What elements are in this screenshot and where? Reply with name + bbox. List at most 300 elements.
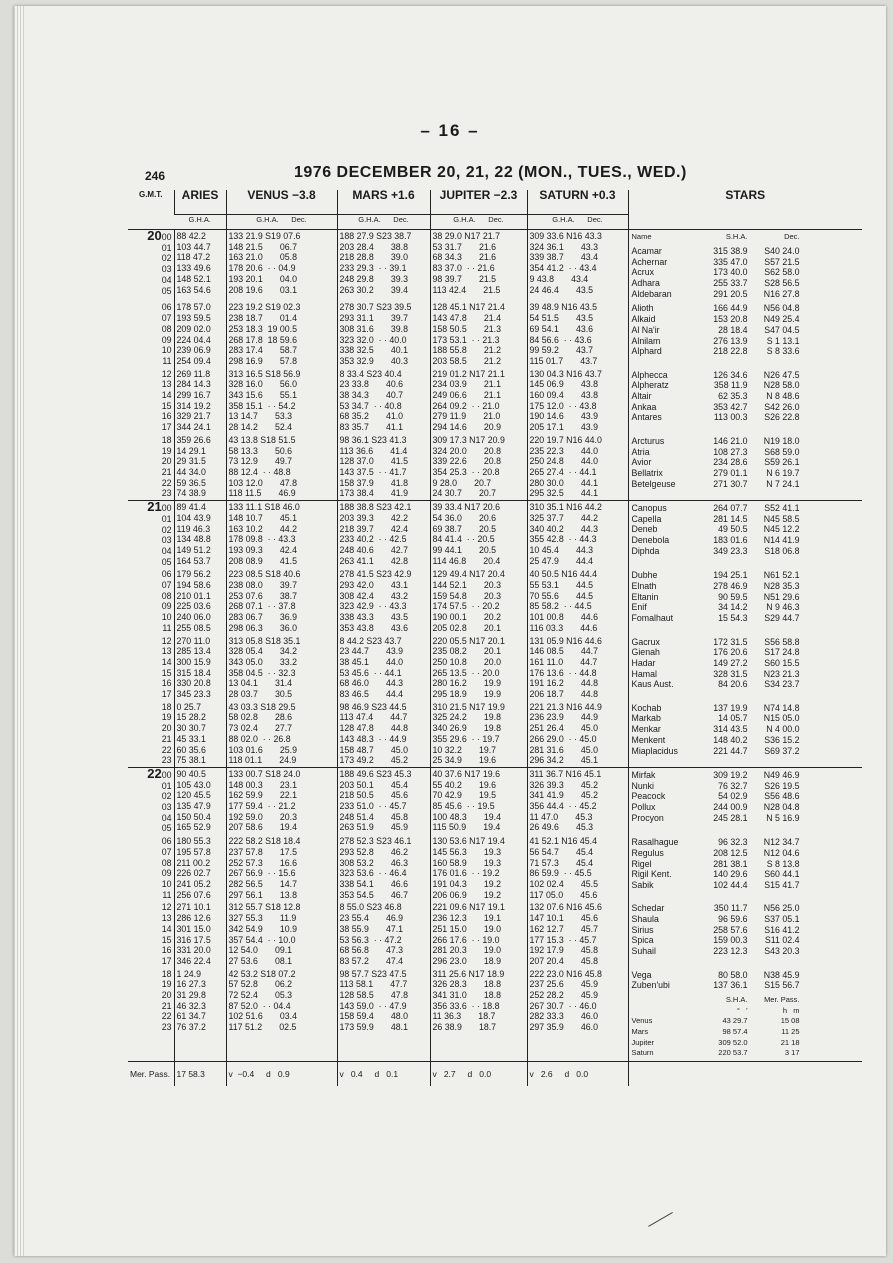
saturn-value: 235 22.3 44.0 xyxy=(529,445,598,456)
star-dec: S 1 13.1 xyxy=(766,335,800,346)
hour: 13 xyxy=(161,379,172,390)
star-row xyxy=(629,781,863,792)
venus-cell xyxy=(226,767,337,835)
jupiter-value: 203 58.5 21.2 xyxy=(432,355,501,366)
star-sha: 90 59.5 xyxy=(718,591,748,602)
star-name: Alphecca xyxy=(631,369,668,380)
star-sha: 172 31.5 xyxy=(713,636,748,647)
star-sha: 208 12.5 xyxy=(713,847,748,858)
saturn-value: 222 23.0 N16 45.8 xyxy=(529,968,602,979)
stars-cell xyxy=(628,767,862,835)
mars-value: 128 58.5 47.8 xyxy=(339,990,408,1001)
star-row xyxy=(629,325,863,336)
star-sha: 353 42.7 xyxy=(713,401,748,412)
venus-value: 42 53.2 S18 07.2 xyxy=(228,968,296,979)
jupiter-value: 249 06.6 21.1 xyxy=(432,390,501,401)
saturn-value: 146 08.5 44.7 xyxy=(529,646,598,657)
star-sha: 80 58.0 xyxy=(718,969,748,980)
saturn-cell xyxy=(527,901,628,967)
star-sha: 34 14.2 xyxy=(718,602,748,613)
jupiter-value: 265 13.5 · · 20.0 xyxy=(432,667,500,678)
star-name: Capella xyxy=(631,513,662,524)
saturn-value: 162 12.7 45.7 xyxy=(529,923,598,934)
aries-value: 315 18.4 xyxy=(176,667,211,678)
star-name: Suhail xyxy=(631,946,656,957)
star-dec: S57 21.5 xyxy=(764,256,800,267)
venus-value: 28 03.7 30.5 xyxy=(228,689,293,700)
star-dec: N61 52.1 xyxy=(763,570,800,581)
mars-value: 263 41.1 42.8 xyxy=(339,555,408,566)
star-dec: S15 56.7 xyxy=(764,980,800,991)
mars-value: 323 32.0 · · 40.0 xyxy=(339,334,407,345)
hour: 20 xyxy=(161,990,172,1001)
star-group xyxy=(629,768,863,825)
star-row xyxy=(629,859,863,870)
aries-value: 45 33.1 xyxy=(176,733,206,744)
saturn-value: 252 28.2 45.9 xyxy=(529,990,598,1001)
jupiter-value: 236 12.3 19.1 xyxy=(432,913,501,924)
stars-cell xyxy=(628,301,862,367)
table-row xyxy=(128,301,862,367)
star-sha: 62 35.3 xyxy=(718,391,748,402)
star-row xyxy=(629,289,863,300)
venus-value: 58 02.8 28.6 xyxy=(228,712,293,723)
jupiter-value: 158 50.5 21.3 xyxy=(432,323,501,334)
planet-passage-cell xyxy=(628,1062,862,1087)
planet-passage-table: S.H.A. Mer. Pass. ° ′ h m Venus 43 29.7 15 08 Mars 98 57.4 11 25 Jupiter 309 52.0 21 18 Saturn 220 53.7 3 17 xyxy=(629,993,863,1061)
aries-value: 61 34.7 xyxy=(176,1011,206,1022)
venus-value: 163 21.0 05.8 xyxy=(228,252,297,263)
star-sha: 358 11.9 xyxy=(713,380,748,391)
star-dec: N 6 19.7 xyxy=(766,467,800,478)
gmt-hours xyxy=(128,368,174,434)
star-group xyxy=(629,434,863,491)
star-sha: 159 00.3 xyxy=(713,935,748,946)
star-row xyxy=(629,412,863,423)
star-sha: 14 05.7 xyxy=(718,713,748,724)
saturn-cell xyxy=(527,701,628,768)
venus-value: 57 52.8 06.2 xyxy=(228,979,293,990)
hour: 10 xyxy=(161,345,172,356)
venus-value: 252 57.3 16.6 xyxy=(228,857,297,868)
gmt-hours xyxy=(128,701,174,768)
hour: 23 xyxy=(161,1022,172,1033)
star-sha: 244 00.9 xyxy=(713,802,748,813)
hour: 12 xyxy=(161,902,172,913)
star-name: Canopus xyxy=(631,503,667,514)
venus-value: 73 02.4 27.7 xyxy=(228,723,293,734)
venus-value: 148 00.3 23.1 xyxy=(228,779,297,790)
star-dec: N45 12.2 xyxy=(763,524,800,535)
hour: 18 xyxy=(161,968,172,979)
jupiter-cell xyxy=(430,501,527,569)
star-dec: S37 05.1 xyxy=(764,914,800,925)
mars-value: 8 55.0 S23 46.8 xyxy=(339,902,402,913)
star-sha: 126 34.6 xyxy=(713,369,748,380)
saturn-value: 9 43.8 43.4 xyxy=(529,273,589,284)
star-row xyxy=(629,457,863,468)
venus-cell xyxy=(226,701,337,768)
saturn-value: 311 36.7 N16 45.1 xyxy=(529,768,602,779)
mars-value: 113 36.6 41.4 xyxy=(339,445,408,456)
star-dec: S18 06.8 xyxy=(764,545,800,556)
star-sha: 276 13.9 xyxy=(713,335,748,346)
venus-value: 298 16.9 57.8 xyxy=(228,355,297,366)
star-dec: S17 24.8 xyxy=(764,647,800,658)
star-name: Arcturus xyxy=(631,435,665,446)
venus-subheader: G.H.A. Dec. xyxy=(226,215,337,230)
aries-value: 179 56.2 xyxy=(176,569,211,580)
venus-cell xyxy=(226,368,337,434)
venus-value: 162 59.9 22.1 xyxy=(228,790,297,801)
table-row xyxy=(128,368,862,434)
mars-value: 353 43.8 43.6 xyxy=(339,622,408,633)
star-dec: N15 05.0 xyxy=(763,713,800,724)
mars-value: 8 33.4 S23 40.4 xyxy=(339,368,402,379)
star-row xyxy=(629,592,863,603)
star-name: Mirfak xyxy=(631,769,656,780)
star-name: Rasalhague xyxy=(631,837,679,848)
star-dec: S60 44.1 xyxy=(764,869,800,880)
star-sha: 96 32.3 xyxy=(718,837,748,848)
star-sha: 102 44.4 xyxy=(713,879,748,890)
page-title: 1976 DECEMBER 20, 21, 22 (MON., TUES., WED.) xyxy=(294,164,687,181)
saturn-value: 309 33.6 N16 43.3 xyxy=(529,231,602,241)
star-row xyxy=(629,980,863,991)
saturn-value: 280 30.0 44.1 xyxy=(529,477,598,488)
jupiter-value: 341 31.0 18.8 xyxy=(432,990,501,1001)
aries-cell xyxy=(174,968,226,1062)
aries-cell xyxy=(174,767,226,835)
venus-value: 327 55.3 11.9 xyxy=(228,913,297,924)
star-name: Ankaa xyxy=(631,401,657,412)
planet-passage-row: Jupiter 309 52.0 21 18 xyxy=(631,1037,800,1047)
mars-value: 293 52.8 46.2 xyxy=(339,846,408,857)
saturn-value: 341 41.9 45.2 xyxy=(529,790,598,801)
jupiter-value: 324 20.0 20.8 xyxy=(432,445,501,456)
star-row xyxy=(629,336,863,347)
mars-value: 338 54.1 46.6 xyxy=(339,879,408,889)
aries-value: 331 20.0 xyxy=(176,945,211,956)
jupiter-value: 85 45.6 · · 19.5 xyxy=(432,801,495,812)
star-name: Miaplacidus xyxy=(631,745,678,756)
saturn-value: 99 59.2 43.7 xyxy=(529,345,594,356)
saturn-value: 207 20.4 45.8 xyxy=(529,955,598,966)
mars-value: 38 45.1 44.0 xyxy=(339,656,404,667)
venus-value: 13 14.7 53.3 xyxy=(228,411,293,422)
venus-value: 222 58.2 S18 18.4 xyxy=(228,836,301,847)
aries-value: 286 12.6 xyxy=(176,913,211,924)
aries-value: 165 52.9 xyxy=(176,822,211,833)
mars-cell xyxy=(337,635,430,701)
jupiter-value: 115 50.9 19.4 xyxy=(432,822,501,833)
jupiter-value: 98 39.7 21.5 xyxy=(432,273,497,284)
hour: 15 xyxy=(161,934,172,945)
jupiter-value: 340 26.9 19.8 xyxy=(432,723,501,734)
saturn-value: 161 11.0 44.7 xyxy=(529,656,598,667)
star-name: Antares xyxy=(631,412,662,423)
day-number: 20 xyxy=(147,229,162,243)
mars-value: 83 46.5 44.4 xyxy=(339,689,404,700)
jupiter-value: 113 42.4 21.5 xyxy=(432,284,501,295)
jupiter-value: 205 02.8 20.1 xyxy=(432,622,501,633)
aries-cell xyxy=(174,568,226,634)
saturn-value: 192 17.9 45.8 xyxy=(529,945,598,956)
star-name: Hamal xyxy=(631,668,657,679)
star-dec: S11 02.4 xyxy=(764,935,800,946)
venus-value: 343 15.6 55.1 xyxy=(228,390,297,401)
star-name: Nunki xyxy=(631,780,654,791)
mars-value: 353 54.5 46.7 xyxy=(339,889,408,900)
saturn-value: 177 15.3 · · 45.7 xyxy=(529,934,597,945)
mars-value: 128 37.0 41.5 xyxy=(339,456,408,467)
jupiter-value: 355 29.6 · · 19.7 xyxy=(432,733,500,744)
star-sha: 245 28.1 xyxy=(713,812,748,823)
saturn-value: 205 17.1 43.9 xyxy=(529,422,598,433)
table-row xyxy=(128,568,862,634)
aries-value: 239 06.9 xyxy=(176,345,211,356)
star-sha: 328 31.5 xyxy=(713,668,748,679)
saturn-value: 69 54.1 43.6 xyxy=(529,323,594,334)
star-sha: 291 20.5 xyxy=(713,288,748,299)
venus-header: VENUS −3.8 xyxy=(226,190,337,215)
mars-value: 143 37.5 · · 41.7 xyxy=(339,466,407,477)
aries-value: 59 36.5 xyxy=(176,477,206,488)
mars-value: 143 59.0 · · 47.9 xyxy=(339,1000,407,1011)
star-name: Zuben'ubi xyxy=(631,980,670,991)
jupiter-value: 294 14.6 20.9 xyxy=(432,422,501,433)
jupiter-value: 296 23.0 18.9 xyxy=(432,955,501,966)
hour: 00 xyxy=(161,503,172,514)
star-name: Regulus xyxy=(631,847,664,858)
saturn-value: 296 34.2 45.1 xyxy=(529,755,598,766)
star-dec: N19 18.0 xyxy=(763,435,800,446)
star-row xyxy=(629,880,863,891)
venus-value: 267 56.9 · · 15.6 xyxy=(228,868,296,879)
jupiter-value: 356 33.6 · · 18.8 xyxy=(432,1000,500,1011)
saturn-value: 339 38.7 43.4 xyxy=(529,252,598,263)
star-name: Achernar xyxy=(631,256,668,267)
saturn-value: 175 12.0 · · 43.8 xyxy=(529,400,597,411)
hour: 11 xyxy=(162,355,172,366)
hour: 09 xyxy=(161,868,172,879)
saturn-value: 84 56.6 · · 43.6 xyxy=(529,334,592,345)
venus-value: 238 18.7 01.4 xyxy=(228,313,297,324)
star-group xyxy=(629,701,863,758)
hour: 18 xyxy=(161,434,172,445)
saturn-value: 267 30.7 · · 46.0 xyxy=(529,1000,597,1011)
hour: 18 xyxy=(161,701,172,712)
saturn-header: SATURN +0.3 xyxy=(527,190,628,215)
star-group xyxy=(629,568,863,625)
mars-value: 218 39.7 42.4 xyxy=(339,523,408,534)
mars-value: 68 35.2 41.0 xyxy=(339,411,404,422)
star-dec: S16 41.2 xyxy=(764,924,800,935)
star-sha: 234 28.6 xyxy=(713,457,748,468)
jupiter-value: 84 41.4 · · 20.5 xyxy=(432,534,495,545)
saturn-value: 354 41.2 · · 43.4 xyxy=(529,263,597,274)
star-name: Altair xyxy=(631,391,652,402)
star-name: Elnath xyxy=(631,581,657,591)
star-row xyxy=(629,246,863,257)
star-dec: N 4 00.0 xyxy=(766,724,800,735)
jupiter-value: 188 55.8 21.2 xyxy=(432,345,501,356)
hour: 13 xyxy=(161,646,172,657)
table-row xyxy=(128,701,862,768)
aries-value: 254 09.4 xyxy=(176,355,211,366)
star-name: Fomalhaut xyxy=(631,613,674,624)
saturn-cell xyxy=(527,835,628,901)
jupiter-cell xyxy=(430,835,527,901)
jupiter-value: 159 54.8 20.3 xyxy=(432,590,501,601)
saturn-value: 340 40.2 44.3 xyxy=(529,523,598,534)
stars-cell xyxy=(628,968,862,1062)
venus-value: 133 11.1 S18 46.0 xyxy=(228,502,300,513)
saturn-value: 71 57.3 45.4 xyxy=(529,857,594,868)
mars-value: 233 29.3 · · 39.1 xyxy=(339,263,407,274)
aries-value: 209 02.0 xyxy=(176,323,211,334)
aries-value: 225 03.6 xyxy=(176,601,211,612)
hour: 03 xyxy=(161,264,172,275)
mars-value: 203 28.4 38.8 xyxy=(339,241,408,252)
hour: 05 xyxy=(161,556,172,567)
aries-cell xyxy=(174,368,226,434)
hour: 23 xyxy=(161,488,172,499)
venus-value: 313 05.8 S18 35.1 xyxy=(228,635,301,646)
jupiter-value: 40 37.6 N17 19.6 xyxy=(432,768,500,779)
hour: 07 xyxy=(161,846,172,857)
venus-cell xyxy=(226,230,337,302)
saturn-value: 176 13.6 · · 44.8 xyxy=(529,667,597,678)
aries-value: 75 38.1 xyxy=(176,755,206,766)
mars-value: 278 41.5 S23 42.9 xyxy=(339,569,412,580)
aries-value: 241 05.2 xyxy=(176,879,211,889)
hour: 17 xyxy=(161,422,172,433)
star-row xyxy=(629,935,863,946)
star-group xyxy=(629,368,863,425)
star-dec: S34 23.7 xyxy=(764,679,800,690)
star-dec: S36 15.2 xyxy=(764,734,800,745)
mars-value: 173 38.4 41.9 xyxy=(339,488,408,499)
jupiter-value: 174 57.5 · · 20.2 xyxy=(432,601,500,612)
hour: 01 xyxy=(161,780,172,791)
mars-value: 38 34.3 40.7 xyxy=(339,390,404,401)
mars-value: 323 53.6 · · 46.4 xyxy=(339,868,407,879)
mars-cell xyxy=(337,968,430,1062)
aries-value: 150 50.4 xyxy=(176,811,211,822)
hour: 22 xyxy=(161,477,172,488)
mars-value: 323 42.9 · · 43.3 xyxy=(339,601,407,612)
star-sha: 108 27.3 xyxy=(713,446,748,457)
venus-value: 88 12.4 · · 48.8 xyxy=(228,466,291,477)
aries-cell xyxy=(174,434,226,501)
star-group xyxy=(629,501,863,558)
star-row xyxy=(629,380,863,391)
jupiter-value: 128 45.1 N17 21.4 xyxy=(432,302,505,313)
aries-value: 118 47.2 xyxy=(176,252,211,263)
mars-value: 293 42.0 43.1 xyxy=(339,580,408,591)
saturn-value: 355 42.8 · · 44.3 xyxy=(529,534,597,545)
almanac-body xyxy=(128,230,862,1062)
star-row xyxy=(629,581,863,592)
mars-value: 158 48.7 45.0 xyxy=(339,744,408,755)
table-row xyxy=(128,434,862,501)
jupiter-value: 160 58.9 19.3 xyxy=(432,857,501,868)
venus-cell xyxy=(226,434,337,501)
planet-passage-row: Saturn 220 53.7 3 17 xyxy=(631,1048,800,1058)
aries-value: 345 23.3 xyxy=(176,689,211,700)
venus-value: 43 03.3 S18 29.5 xyxy=(228,701,296,712)
hour: 14 xyxy=(161,923,172,934)
mars-value: 128 47.8 44.8 xyxy=(339,723,408,734)
star-sha: 335 47.0 xyxy=(713,256,748,267)
jupiter-value: 143 47.8 21.4 xyxy=(432,313,501,324)
saturn-value: 24 46.4 43.5 xyxy=(529,284,594,295)
saturn-value: 160 09.4 43.8 xyxy=(529,390,598,401)
hour: 06 xyxy=(161,569,172,580)
venus-cell xyxy=(226,301,337,367)
star-dec: S59 26.1 xyxy=(764,457,800,468)
star-name: Schedar xyxy=(631,903,665,914)
star-sha: 15 54.3 xyxy=(718,613,748,624)
venus-value: 283 17.4 58.7 xyxy=(228,345,297,356)
jupiter-value: 130 53.6 N17 19.4 xyxy=(432,836,505,847)
day-number: 22 xyxy=(147,767,162,781)
star-row xyxy=(629,436,863,447)
aries-value: 180 55.3 xyxy=(176,836,211,847)
star-row xyxy=(629,524,863,535)
jupiter-value: 70 42.9 19.5 xyxy=(432,790,497,801)
saturn-value: 145 06.9 43.8 xyxy=(529,379,598,390)
star-group xyxy=(629,835,863,892)
aries-value: 271 10.1 xyxy=(176,902,211,913)
star-sha: 166 44.9 xyxy=(713,303,748,314)
aries-value: 76 37.2 xyxy=(176,1022,206,1033)
aries-value: 163 54.6 xyxy=(176,284,211,295)
star-row xyxy=(629,402,863,413)
planet-passage-row: Venus 43 29.7 15 08 xyxy=(631,1016,800,1026)
venus-value: 328 05.4 34.2 xyxy=(228,646,297,657)
mars-value: 38 55.9 47.1 xyxy=(339,923,404,934)
aries-value: 284 14.3 xyxy=(176,379,211,390)
star-name: Adhara xyxy=(631,278,660,289)
star-name: Diphda xyxy=(631,545,660,556)
jupiter-value: 264 09.2 · · 21.0 xyxy=(432,400,500,411)
jupiter-value: 219 01.2 N17 21.1 xyxy=(432,368,505,379)
aries-value: 104 43.9 xyxy=(176,512,211,523)
hour: 15 xyxy=(161,400,172,411)
aries-value: 119 46.3 xyxy=(176,523,211,534)
venus-value: 342 54.9 10.9 xyxy=(228,923,297,934)
star-row xyxy=(629,746,863,757)
table-row xyxy=(128,901,862,967)
aries-value: 299 16.7 xyxy=(176,390,211,401)
hour: 00 xyxy=(161,769,172,780)
jupiter-cell xyxy=(430,568,527,634)
venus-value: 28 14.2 52.4 xyxy=(228,422,293,433)
jupiter-value: 281 20.3 19.0 xyxy=(432,945,501,956)
saturn-cell xyxy=(527,568,628,634)
hour: 04 xyxy=(161,812,172,823)
mars-value: 98 46.9 S23 44.5 xyxy=(339,701,407,712)
aries-value: 359 26.6 xyxy=(176,434,211,445)
star-sha: 173 40.0 xyxy=(713,267,748,278)
star-row xyxy=(629,447,863,458)
jupiter-value: 68 34.3 21.6 xyxy=(432,252,497,263)
mars-value: 263 51.9 45.9 xyxy=(339,822,408,833)
mars-value: 233 40.2 · · 42.5 xyxy=(339,534,407,545)
aries-value: 300 15.9 xyxy=(176,656,211,667)
